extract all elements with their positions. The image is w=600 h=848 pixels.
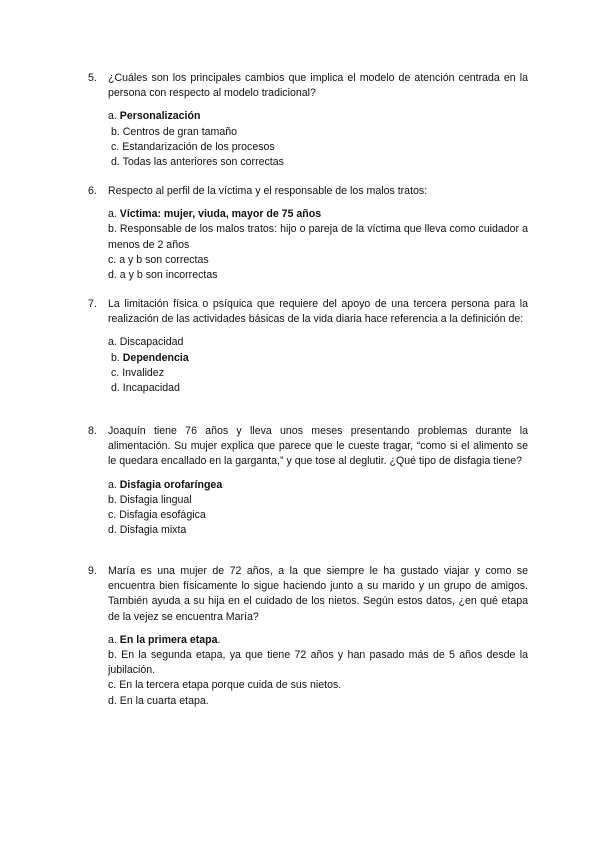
- option-c: c. Invalidez: [111, 366, 164, 379]
- option-a: a. En la primera etapa.: [108, 633, 221, 646]
- option-c: c. En la tercera etapa porque cuida de sus nietos.: [108, 679, 342, 692]
- correct-answer: Personalización: [119, 110, 201, 123]
- option-c: c. a y b son correctas: [108, 253, 209, 266]
- option-a: a. Personalización: [108, 110, 201, 123]
- question-number: 6.: [88, 185, 97, 197]
- option-b: b. Dependencia: [111, 351, 189, 364]
- question-number: 5.: [88, 72, 97, 84]
- option-d: d. Incapacidad: [111, 382, 180, 395]
- question-stem: ¿Cuáles son los principales cambios que implica el modelo de atención centrada en la persona con respecto al modelo tradicional?: [108, 72, 528, 100]
- question-number: 9.: [88, 565, 97, 577]
- question-stem: María es una mujer de 72 años, a la que siempre le ha gustado viajar y como se encuentra bien físicamente lo sigue haciendo junto a su marido y un grupo de amigos. También ayuda a su hija en el cuidado de los nietos. Según estos datos, ¿en qué etapa de la vejez se encuentra María?: [108, 565, 528, 623]
- question-5: [88, 71, 528, 170]
- question-stem: Joaquín tiene 76 años y lleva unos meses presentando problemas durante la alimentación. Su mujer explica que parece que le cueste tragar, “como si el alimento se le quedara encallado en la garganta,” y que tose al deglutir. ¿Qué tipo de disfagia tiene?: [108, 425, 528, 468]
- correct-answer: Disfagia orofaríngea: [119, 478, 223, 491]
- option-d: d. En la cuarta etapa.: [108, 694, 209, 707]
- option-b: b. Responsable de los malos tratos: hijo o pareja de la víctima que lleva como cuidador a menos de 2 años: [108, 223, 528, 251]
- option-list: [88, 478, 528, 539]
- question-stem: La limitación física o psíquica que requiere del apoyo de una tercera persona para la realización de las actividades básicas de la vida diaria hace referencia a la definición de:: [108, 298, 528, 326]
- question-7: [88, 297, 528, 396]
- option-b: b. Centros de gran tamaño: [111, 125, 238, 138]
- option-a: a. Discapacidad: [108, 336, 184, 349]
- question-6: [88, 184, 528, 283]
- option-list: [88, 633, 528, 709]
- option-a: a. Disfagia orofaríngea: [108, 478, 223, 491]
- option-d: d. Disfagia mixta: [108, 524, 187, 537]
- option-b: b. En la segunda etapa, ya que tiene 72 años y han pasado más de 5 años desde la jubilación.: [108, 649, 528, 677]
- option-b: b. Disfagia lingual: [108, 493, 192, 506]
- option-list: [88, 335, 528, 396]
- question-number: 7.: [88, 298, 97, 310]
- question-stem: Respecto al perfil de la víctima y el responsable de los malos tratos:: [108, 185, 428, 197]
- option-c: c. Estandarización de los procesos: [111, 140, 275, 153]
- question-8: [88, 424, 528, 538]
- option-list: [88, 109, 528, 170]
- option-list: [88, 207, 528, 283]
- option-c: c. Disfagia esofágica: [108, 509, 206, 522]
- option-a: a. Víctima: mujer, viuda, mayor de 75 años: [108, 208, 322, 221]
- question-9: [88, 564, 528, 709]
- option-d: d. Todas las anteriores son correctas: [111, 156, 284, 169]
- correct-answer: Dependencia: [122, 351, 189, 364]
- correct-answer: Víctima: mujer, viuda, mayor de 75 años: [119, 208, 322, 221]
- question-number: 8.: [88, 425, 97, 437]
- correct-answer: En la primera etapa: [119, 633, 218, 646]
- option-d: d. a y b son incorrectas: [108, 269, 218, 282]
